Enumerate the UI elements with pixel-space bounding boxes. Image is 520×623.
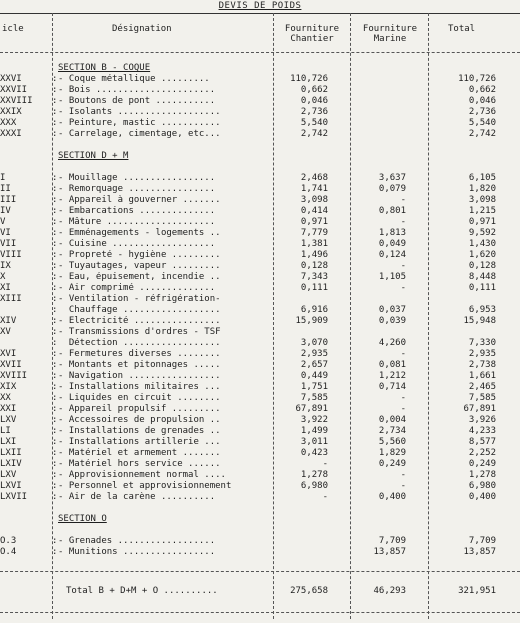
table-row bbox=[0, 437, 520, 448]
article-cell: X bbox=[0, 272, 6, 282]
section-heading: SECTION O bbox=[58, 514, 107, 524]
article-cell: LI bbox=[0, 426, 11, 436]
marine-cell: - bbox=[400, 217, 406, 227]
chantier-cell: 0,414 bbox=[300, 206, 328, 216]
article-cell: XXVII bbox=[0, 85, 28, 95]
table-row bbox=[0, 129, 520, 140]
article-cell: XXVIII bbox=[0, 96, 33, 106]
article-cell: IX bbox=[0, 261, 11, 271]
total-cell: 0,662 bbox=[468, 85, 496, 95]
designation-cell: - Liquides en circuit ........ bbox=[58, 393, 221, 403]
table-row bbox=[0, 217, 520, 228]
designation-cell: - Mâture .................... bbox=[58, 217, 216, 227]
chantier-cell: - bbox=[322, 492, 328, 502]
marine-cell: 13,857 bbox=[373, 547, 406, 557]
table-row bbox=[0, 338, 520, 349]
blank-row bbox=[0, 162, 520, 173]
designation-cell: - Bois ...................... bbox=[58, 85, 216, 95]
total-cell: 2,252 bbox=[468, 448, 496, 458]
designation-cell: - Approvisionnement normal .... bbox=[58, 470, 226, 480]
total-cell: 1,820 bbox=[468, 184, 496, 194]
table-row bbox=[0, 239, 520, 250]
designation-cell: - Tuyautages, vapeur ......... bbox=[58, 261, 221, 271]
total-cell: 3,098 bbox=[468, 195, 496, 205]
article-cell: XXIX bbox=[0, 107, 22, 117]
chantier-cell: 1,499 bbox=[300, 426, 328, 436]
article-cell: III bbox=[0, 195, 17, 205]
total-cell: 0,046 bbox=[468, 96, 496, 106]
chantier-cell: 2,468 bbox=[300, 173, 328, 183]
article-separator: : bbox=[52, 261, 58, 271]
marine-cell: 1,212 bbox=[378, 371, 406, 381]
table-row bbox=[0, 96, 520, 107]
table-row bbox=[0, 294, 520, 305]
marine-cell: - bbox=[400, 393, 406, 403]
header-total: Total bbox=[448, 24, 476, 34]
article-separator: : bbox=[52, 470, 58, 480]
marine-cell: 0,037 bbox=[378, 305, 406, 315]
header-marine-line2: Marine bbox=[373, 34, 407, 44]
designation-cell: - Montants et pitonnages ..... bbox=[58, 360, 221, 370]
total-cell: 1,215 bbox=[468, 206, 496, 216]
designation-cell: - Embarcations .............. bbox=[58, 206, 216, 216]
designation-cell: - Installations artillerie ... bbox=[58, 437, 221, 447]
total-cell: 0,111 bbox=[468, 283, 496, 293]
total-cell: 8,577 bbox=[468, 437, 496, 447]
grand-total-marine: 46,293 bbox=[373, 586, 406, 596]
grand-total-label: Total B + D+M + O .......... bbox=[66, 586, 218, 596]
article-cell: LXII bbox=[0, 448, 22, 458]
grand-total-row bbox=[0, 586, 520, 597]
marine-cell: 0,079 bbox=[378, 184, 406, 194]
total-cell: 6,980 bbox=[468, 481, 496, 491]
article-separator: : bbox=[52, 206, 58, 216]
total-cell: 2,738 bbox=[468, 360, 496, 370]
table-row bbox=[0, 261, 520, 272]
designation-cell: - Carrelage, cimentage, etc... bbox=[58, 129, 221, 139]
table-row bbox=[0, 382, 520, 393]
designation-cell: - Isolants ................... bbox=[58, 107, 221, 117]
table-row bbox=[0, 107, 520, 118]
marine-cell: - bbox=[400, 195, 406, 205]
table-row bbox=[0, 470, 520, 481]
article-cell: XXX bbox=[0, 118, 17, 128]
marine-cell: 0,714 bbox=[378, 382, 406, 392]
header-chantier-line1: Fourniture bbox=[284, 24, 340, 34]
designation-cell: - Mouillage ................. bbox=[58, 173, 216, 183]
total-cell: 5,540 bbox=[468, 118, 496, 128]
article-separator: : bbox=[52, 393, 58, 403]
section-heading-row bbox=[0, 63, 520, 74]
marine-cell: 2,734 bbox=[378, 426, 406, 436]
total-cell: 2,465 bbox=[468, 382, 496, 392]
chantier-cell: 0,662 bbox=[300, 85, 328, 95]
designation-cell: Chauffage .................. bbox=[58, 305, 221, 315]
blank-row bbox=[0, 503, 520, 514]
article-separator: : bbox=[52, 404, 58, 414]
blank-row bbox=[0, 525, 520, 536]
chantier-cell: 110,726 bbox=[290, 74, 328, 84]
article-cell: LXVI bbox=[0, 481, 22, 491]
designation-cell: Détection .................. bbox=[58, 338, 221, 348]
grand-total-chantier: 275,658 bbox=[290, 586, 328, 596]
chantier-cell: - bbox=[322, 459, 328, 469]
chantier-cell: 3,011 bbox=[300, 437, 328, 447]
total-cell: 13,857 bbox=[463, 547, 496, 557]
table-row bbox=[0, 547, 520, 558]
designation-cell: - Coque métallique ......... bbox=[58, 74, 210, 84]
table-row bbox=[0, 426, 520, 437]
chantier-cell: 1,496 bbox=[300, 250, 328, 260]
marine-cell: - bbox=[400, 470, 406, 480]
article-separator: : bbox=[52, 107, 58, 117]
marine-cell: 0,049 bbox=[378, 239, 406, 249]
total-cell: 6,105 bbox=[468, 173, 496, 183]
designation-cell: - Cuisine ................... bbox=[58, 239, 216, 249]
article-cell: XV bbox=[0, 327, 11, 337]
article-separator: : bbox=[52, 184, 58, 194]
total-cell: 9,592 bbox=[468, 228, 496, 238]
designation-cell: - Installations de grenades .. bbox=[58, 426, 221, 436]
table-row bbox=[0, 349, 520, 360]
marine-cell: - bbox=[400, 404, 406, 414]
table-row bbox=[0, 272, 520, 283]
designation-cell: - Installations militaires ... bbox=[58, 382, 221, 392]
marine-cell: - bbox=[400, 481, 406, 491]
total-cell: 7,585 bbox=[468, 393, 496, 403]
section-heading: SECTION B - COQUE bbox=[58, 63, 151, 73]
article-cell: LXIV bbox=[0, 459, 22, 469]
total-cell: 1,661 bbox=[468, 371, 496, 381]
designation-cell: - Propreté - hygiène ......... bbox=[58, 250, 221, 260]
article-separator: : bbox=[52, 96, 58, 106]
article-cell: XVI bbox=[0, 349, 17, 359]
chantier-cell: 3,070 bbox=[300, 338, 328, 348]
article-separator: : bbox=[52, 118, 58, 128]
chantier-cell: 1,381 bbox=[300, 239, 328, 249]
article-separator: : bbox=[52, 415, 58, 425]
article-separator: : bbox=[52, 217, 58, 227]
total-cell: 0,128 bbox=[468, 261, 496, 271]
table-row bbox=[0, 360, 520, 371]
header-chantier-line2: Chantier bbox=[290, 34, 334, 44]
table-row bbox=[0, 250, 520, 261]
article-separator: : bbox=[52, 85, 58, 95]
total-cell: 1,430 bbox=[468, 239, 496, 249]
blank-row bbox=[0, 140, 520, 151]
marine-cell: 1,105 bbox=[378, 272, 406, 282]
section-heading-row bbox=[0, 514, 520, 525]
article-separator: : bbox=[52, 492, 58, 502]
article-cell: XXI bbox=[0, 404, 17, 414]
table-row bbox=[0, 184, 520, 195]
chantier-cell: 7,779 bbox=[300, 228, 328, 238]
article-separator: : bbox=[52, 173, 58, 183]
designation-cell: - Electricité ................ bbox=[58, 316, 221, 326]
article-separator: : bbox=[52, 437, 58, 447]
article-separator: : bbox=[52, 481, 58, 491]
marine-cell: 0,039 bbox=[378, 316, 406, 326]
table-row bbox=[0, 74, 520, 85]
marine-cell: 0,249 bbox=[378, 459, 406, 469]
chantier-cell: 7,585 bbox=[300, 393, 328, 403]
designation-cell: - Accessoires de propulsion .. bbox=[58, 415, 221, 425]
designation-cell: - Emménagements - logements .. bbox=[58, 228, 221, 238]
chantier-cell: 2,742 bbox=[300, 129, 328, 139]
chantier-cell: 0,971 bbox=[300, 217, 328, 227]
designation-cell: - Eau, épuisement, incendie .. bbox=[58, 272, 221, 282]
header-article: icle bbox=[2, 24, 24, 34]
designation-cell: - Appareil propulsif ......... bbox=[58, 404, 221, 414]
article-separator: : bbox=[52, 74, 58, 84]
article-cell: II bbox=[0, 184, 11, 194]
marine-cell: - bbox=[400, 349, 406, 359]
designation-cell: - Munitions ................. bbox=[58, 547, 216, 557]
chantier-cell: 15,909 bbox=[295, 316, 328, 326]
article-cell: O.3 bbox=[0, 536, 17, 546]
table-row bbox=[0, 536, 520, 547]
table-row bbox=[0, 118, 520, 129]
article-separator: : bbox=[52, 239, 58, 249]
article-separator: : bbox=[52, 360, 58, 370]
total-cell: 2,742 bbox=[468, 129, 496, 139]
article-separator: : bbox=[52, 547, 58, 557]
marine-cell: - bbox=[400, 283, 406, 293]
table-row bbox=[0, 481, 520, 492]
chantier-cell: 6,916 bbox=[300, 305, 328, 315]
article-cell: XX bbox=[0, 393, 11, 403]
page-title: DEVIS DE POIDS bbox=[218, 1, 302, 11]
total-cell: 0,249 bbox=[468, 459, 496, 469]
designation-cell: - Remorquage ................ bbox=[58, 184, 216, 194]
section-heading: SECTION D + M bbox=[58, 151, 129, 161]
chantier-cell: 3,098 bbox=[300, 195, 328, 205]
designation-cell: - Transmissions d'ordres - TSF bbox=[58, 327, 221, 337]
article-separator: : bbox=[52, 316, 58, 326]
chantier-cell: 0,128 bbox=[300, 261, 328, 271]
chantier-cell: 2,657 bbox=[300, 360, 328, 370]
total-cell: 0,400 bbox=[468, 492, 496, 502]
table-row bbox=[0, 228, 520, 239]
table-row bbox=[0, 492, 520, 503]
article-separator: : bbox=[52, 305, 58, 315]
table-row bbox=[0, 459, 520, 470]
article-separator: : bbox=[52, 536, 58, 546]
article-cell: VII bbox=[0, 239, 17, 249]
article-separator: : bbox=[52, 371, 58, 381]
chantier-cell: 6,980 bbox=[300, 481, 328, 491]
table-row bbox=[0, 316, 520, 327]
table-row bbox=[0, 173, 520, 184]
article-separator: : bbox=[52, 294, 58, 304]
article-separator: : bbox=[52, 272, 58, 282]
marine-cell: 0,004 bbox=[378, 415, 406, 425]
marine-cell: 1,813 bbox=[378, 228, 406, 238]
designation-cell: - Peinture, mastic ........... bbox=[58, 118, 221, 128]
table-row bbox=[0, 283, 520, 294]
article-separator: : bbox=[52, 338, 58, 348]
chantier-cell: 2,935 bbox=[300, 349, 328, 359]
article-separator: : bbox=[52, 327, 58, 337]
article-separator: : bbox=[52, 283, 58, 293]
table-row bbox=[0, 195, 520, 206]
total-cell: 4,233 bbox=[468, 426, 496, 436]
chantier-cell: 7,343 bbox=[300, 272, 328, 282]
total-cell: 0,971 bbox=[468, 217, 496, 227]
article-separator: : bbox=[52, 349, 58, 359]
designation-cell: - Air comprimé .............. bbox=[58, 283, 216, 293]
section-heading-row bbox=[0, 151, 520, 162]
chantier-cell: 0,111 bbox=[300, 283, 328, 293]
article-cell: XXXI bbox=[0, 129, 22, 139]
designation-cell: - Ventilation - réfrigération- bbox=[58, 294, 221, 304]
designation-cell: - Matériel hors service ...... bbox=[58, 459, 221, 469]
table-row bbox=[0, 448, 520, 459]
designation-cell: - Grenades .................. bbox=[58, 536, 216, 546]
article-cell: LXI bbox=[0, 437, 17, 447]
article-cell: LXV bbox=[0, 415, 17, 425]
marine-cell: - bbox=[400, 261, 406, 271]
total-cell: 3,926 bbox=[468, 415, 496, 425]
marine-cell: 4,260 bbox=[378, 338, 406, 348]
grand-total-total: 321,951 bbox=[458, 586, 496, 596]
total-cell: 1,278 bbox=[468, 470, 496, 480]
table-row bbox=[0, 206, 520, 217]
chantier-cell: 1,751 bbox=[300, 382, 328, 392]
total-cell: 2,736 bbox=[468, 107, 496, 117]
total-cell: 15,948 bbox=[463, 316, 496, 326]
designation-cell: - Fermetures diverses ........ bbox=[58, 349, 221, 359]
marine-cell: 7,709 bbox=[378, 536, 406, 546]
article-separator: : bbox=[52, 195, 58, 205]
marine-cell: 0,801 bbox=[378, 206, 406, 216]
designation-cell: - Appareil à gouverner ....... bbox=[58, 195, 221, 205]
designation-cell: - Personnel et approvisionnement bbox=[58, 481, 232, 491]
chantier-cell: 3,922 bbox=[300, 415, 328, 425]
article-cell: XI bbox=[0, 283, 11, 293]
article-cell: VIII bbox=[0, 250, 22, 260]
article-separator: : bbox=[52, 382, 58, 392]
marine-cell: 1,829 bbox=[378, 448, 406, 458]
total-cell: 2,935 bbox=[468, 349, 496, 359]
article-cell: O.4 bbox=[0, 547, 17, 557]
total-cell: 7,709 bbox=[468, 536, 496, 546]
article-cell: V bbox=[0, 217, 6, 227]
total-cell: 1,620 bbox=[468, 250, 496, 260]
article-separator: : bbox=[52, 129, 58, 139]
designation-cell: - Navigation ................. bbox=[58, 371, 221, 381]
article-separator: : bbox=[52, 250, 58, 260]
article-separator: : bbox=[52, 228, 58, 238]
designation-cell: - Air de la carène .......... bbox=[58, 492, 216, 502]
table-row bbox=[0, 327, 520, 338]
chantier-cell: 2,736 bbox=[300, 107, 328, 117]
chantier-cell: 67,891 bbox=[295, 404, 328, 414]
designation-cell: - Matériel et armement ....... bbox=[58, 448, 221, 458]
article-cell: XIX bbox=[0, 382, 17, 392]
article-cell: VI bbox=[0, 228, 11, 238]
total-cell: 8,448 bbox=[468, 272, 496, 282]
table-row bbox=[0, 415, 520, 426]
article-separator: : bbox=[52, 448, 58, 458]
chantier-cell: 0,046 bbox=[300, 96, 328, 106]
chantier-cell: 0,423 bbox=[300, 448, 328, 458]
marine-cell: 5,560 bbox=[378, 437, 406, 447]
chantier-cell: 0,449 bbox=[300, 371, 328, 381]
total-cell: 110,726 bbox=[458, 74, 496, 84]
total-cell: 67,891 bbox=[463, 404, 496, 414]
article-cell: IV bbox=[0, 206, 11, 216]
article-separator: : bbox=[52, 459, 58, 469]
header-marine-line1: Fourniture bbox=[362, 24, 418, 34]
article-cell: XVII bbox=[0, 360, 22, 370]
chantier-cell: 1,278 bbox=[300, 470, 328, 480]
article-cell: LXVII bbox=[0, 492, 28, 502]
article-cell: XVIII bbox=[0, 371, 28, 381]
article-cell: XXVI bbox=[0, 74, 22, 84]
total-cell: 6,953 bbox=[468, 305, 496, 315]
chantier-cell: 5,540 bbox=[300, 118, 328, 128]
header-designation: Désignation bbox=[112, 24, 172, 34]
table-row bbox=[0, 305, 520, 316]
table-row bbox=[0, 371, 520, 382]
chantier-cell: 1,741 bbox=[300, 184, 328, 194]
article-separator: : bbox=[52, 426, 58, 436]
total-cell: 7,330 bbox=[468, 338, 496, 348]
article-cell: LXV bbox=[0, 470, 17, 480]
table-row bbox=[0, 85, 520, 96]
marine-cell: 0,124 bbox=[378, 250, 406, 260]
article-cell: I bbox=[0, 173, 6, 183]
marine-cell: 3,637 bbox=[378, 173, 406, 183]
designation-cell: - Boutons de pont ........... bbox=[58, 96, 216, 106]
article-cell: XIII bbox=[0, 294, 22, 304]
marine-cell: 0,081 bbox=[378, 360, 406, 370]
table-row bbox=[0, 404, 520, 415]
article-cell: XIV bbox=[0, 316, 17, 326]
marine-cell: 0,400 bbox=[378, 492, 406, 502]
table-row bbox=[0, 393, 520, 404]
